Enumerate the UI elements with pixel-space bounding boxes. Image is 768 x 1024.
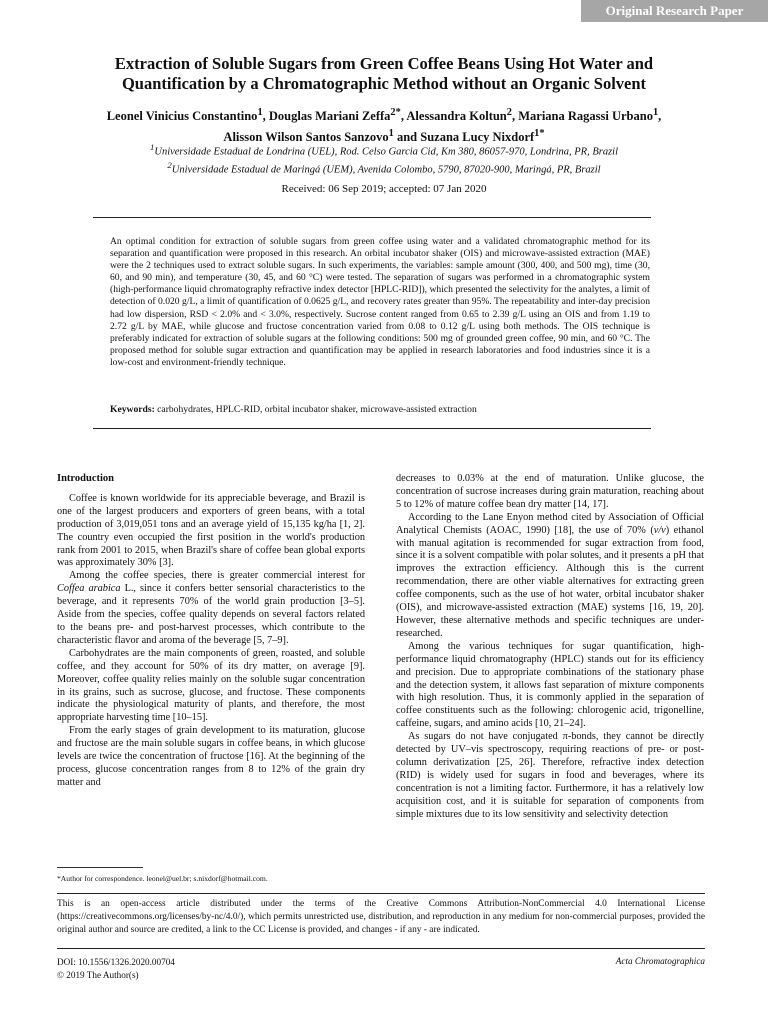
correspondence-footnote: *Author for correspondence. leonel@uel.br; s.nixdorf@hotmail.com. [57, 874, 268, 883]
title-line-1: Extraction of Soluble Sugars from Green Coffee Beans Using Hot Water and [114, 54, 654, 73]
author-name: Alisson Wilson Santos Sanzovo [223, 130, 389, 145]
paragraph: Among the various techniques for sugar quantification, high-performance liquid chromatography (HPLC) stands out for its efficiency and precision. Due to appropriate combinations of the stationary phase and the detection system, it allows fast separation of mixture components with high resolution. Thus, it is commonly applied in the separation of coffee constituents such as the following: chlorogenic acid, trigonelline, caffeine, sugars, and amino acids [10, 21–24]. [396, 640, 704, 730]
unit-italic: v/v [653, 524, 666, 536]
paragraph [396, 512, 704, 641]
license-top-rule [57, 893, 705, 894]
keywords-label: Keywords: [110, 404, 155, 415]
abstract-top-rule [93, 217, 651, 218]
keywords-text: carbohydrates, HPLC-RID, orbital incubator shaker, microwave-assisted extraction [157, 404, 477, 415]
author-affil-mark: 1 [652, 107, 659, 118]
article-title [60, 54, 708, 94]
abstract-bottom-rule [93, 428, 651, 429]
author-affil-mark: 1 [257, 107, 263, 118]
affiliation-1 [40, 141, 728, 159]
author-name: Douglas Mariani Zeffa [268, 109, 391, 124]
author-affil-mark: 1 [388, 128, 394, 140]
body-column-left [57, 473, 365, 790]
text-run: Among the coffee species, there is greater commercial interest for [69, 570, 365, 582]
affiliation-mark: 1 [149, 142, 155, 152]
footnote-rule [57, 867, 143, 868]
affiliation-mark: 2 [167, 160, 172, 170]
journal-name: Acta Chromatographica [615, 956, 705, 966]
author-name: Suzana Lucy Nixdorf [420, 130, 535, 145]
license-notice: This is an open-access article distributed under the terms of the Creative Commons Attribution-NonCommercial 4.0 International License (https://creativecommons.org/licenses/by-nc/4.0/), which permits unrestricted use, distribution, and reproduction in any medium for non-commercial purposes, provided the original author and source are credited, a link to the CC License is provided, and changes - if any - are indicated. [57, 899, 705, 935]
abstract: An optimal condition for extraction of soluble sugars from green coffee using water and a validated chromatographic method for its separation and quantification were proposed in this research. An orbital incubator shaker (OIS) and microwave-assisted extraction (MAE) were the 2 techniques used to extract soluble sugars. In such experiments, the variables: sample amount (300, 400, and 500 mg), time (30, 60, and 90 min), and temperature (30, 45, and 60 °C) were tested. The separation of sugars was performed in a chromatographic system (high-performance liquid chromatography refractive index detector [HPLC-RID]), which presented the selectivity for the analytes, a limit of detection of 0.020 g/L, a limit of quantification of 0.0625 g/L, and recovery rates greater than 95%. The repeatability and inter-day precision had low dispersion, RSD < 2.0% and < 3.0%, respectively. Sucrose content ranged from 0.65 to 2.39 g/L using an OIS and from 1.19 to 2.72 g/L by MAE, while glucose and fructose concentration varied from 0.08 to 0.12 g/L using both methods. The OIS technique is preferably indicated for extraction of soluble sugars at the following conditions: 500 mg of grounded green coffee, 90 min, and 60 °C. The proposed method for soluble sugar extraction and quantification may be applied in research laboratories and food industries since it is a low-cost and environment-friendly technique. [110, 236, 650, 368]
affiliation-2 [40, 159, 728, 177]
text-run: ) ethanol with manual agitation is recommended for sugar extraction from food, since it is a solvent compatible with polar solutes, and it presents a pH that improves the extraction efficiency. Although this is the current recommendation, there are other viable alternatives for extracting green coffee components, such as the use of hot water, orbital incubator shaker (OIS), and microwave-assisted extraction (MAE) systems [16, 19, 20]. However, these alternative methods and specific techniques are under-researched. [396, 524, 704, 639]
affiliation-text: Universidade Estadual de Londrina (UEL), Rod. Celso Garcia Cid, Km 380, 86057-970, Londrina, PR, Brazil [154, 146, 619, 158]
author-name: Alessandra Koltun [406, 109, 507, 124]
paragraph: From the early stages of grain development to its maturation, glucose and fructose are the main soluble sugars in coffee beans, in which glucose levels are twice the concentration of fructose [16]. At the beginning of the process, glucose concentration ranges from 8 to 12% of the grain dry matter and [57, 725, 365, 788]
species-name: Coffea arabica [57, 583, 121, 595]
article-type-banner: Original Research Paper [581, 0, 768, 22]
paragraph: Coffee is known worldwide for its appreciable beverage, and Brazil is one of the largest producers and exporters of green beans, with a total production of 3,019,051 tons and an average yield of 15,135 kg/ha [1, 2]. The country even occupied the first position in the world's production rank from 2001 to 2015, when Brazil's share of coffee bean global exports was approximately 30% [3]. [57, 492, 365, 569]
author-name: Leonel Vinicius Constantino [106, 109, 258, 124]
paragraph: As sugars do not have conjugated π-bonds, they cannot be directly detected by UV–vis spectroscopy, requiring reactions of pre- or post-column derivatization [25, 26]. Therefore, refractive index detection (RID) is widely used for sugars in food and beverages, where its concentration is not a limiting factor. Furthermore, it has a relatively low acquisition cost, and it is suitable for separation of components from simple mixtures due to its low sensitivity and selectivity detection [396, 731, 704, 820]
text-run: According to the Lane Enyon method cited by Association of Official Analytical Chemists (AOAC, 1990) [18], the use of 70% ( [396, 511, 704, 536]
keywords [110, 404, 650, 416]
author-name: Mariana Ragassi Urbano [518, 109, 653, 124]
paragraph: decreases to 0.03% at the end of maturation. Unlike glucose, the concentration of sucrose increases during grain maturation, reaching about 5 to 12% of mature coffee bean dry matter [14, 17]. [396, 473, 704, 510]
author-affil-mark: 2 [506, 107, 512, 118]
paragraph [57, 570, 365, 647]
text-run: L., since it confers better sensorial characteristics to the beverage, and it represents 70% of the world grain production [3–5]. Aside from the species, coffee quality depends on several factors related to the beans pre- and post-harvest processes, which contribute to the characteristic flavor and aroma of the beverage [5, 7–9]. [57, 583, 365, 646]
affiliation-text: Universidade Estadual de Maringá (UEM), Avenida Colombo, 5790, 87020-900, Maringá, PR, Brazil [171, 164, 601, 176]
author-line-2: Alisson Wilson Santos Sanzovo$^1$ and Suzana Lucy Nixdorf$^{1*}$ [223, 128, 545, 145]
doi: DOI: 10.1556/1326.2020.00704 [57, 957, 175, 967]
footer-left [57, 956, 175, 982]
author-affil-mark: 2* [390, 107, 401, 118]
affiliations [40, 141, 728, 177]
received-dates: Received: 06 Sep 2019; accepted: 07 Jan 2020 [281, 183, 487, 195]
title-line-2: Quantification by a Chromatographic Method without an Organic Solvent [121, 74, 647, 93]
paragraph: Carbohydrates are the main components of green, roasted, and soluble coffee, and they account for 50% of its dry matter, on average [9]. Moreover, coffee quality relies mainly on the soluble sugar concentration in its grains, such as sucrose, glucose, and fructose. These components indicate the physiological maturity of plants, and therefore, the most appropriate harvesting time [10–15]. [57, 647, 365, 724]
author-line-1: Leonel Vinicius Constantino$^1$, Douglas Mariani Zeffa$^{2*}$, Alessandra Koltun$^2$, Mariana Ragassi Urbano$^1$, [106, 107, 662, 124]
section-heading-introduction: Introduction [57, 473, 114, 484]
body-column-right [396, 473, 704, 821]
author-list [40, 104, 728, 146]
author-affil-mark: 1* [534, 128, 545, 140]
footer-rule [57, 948, 705, 949]
copyright: © 2019 The Author(s) [57, 970, 139, 980]
